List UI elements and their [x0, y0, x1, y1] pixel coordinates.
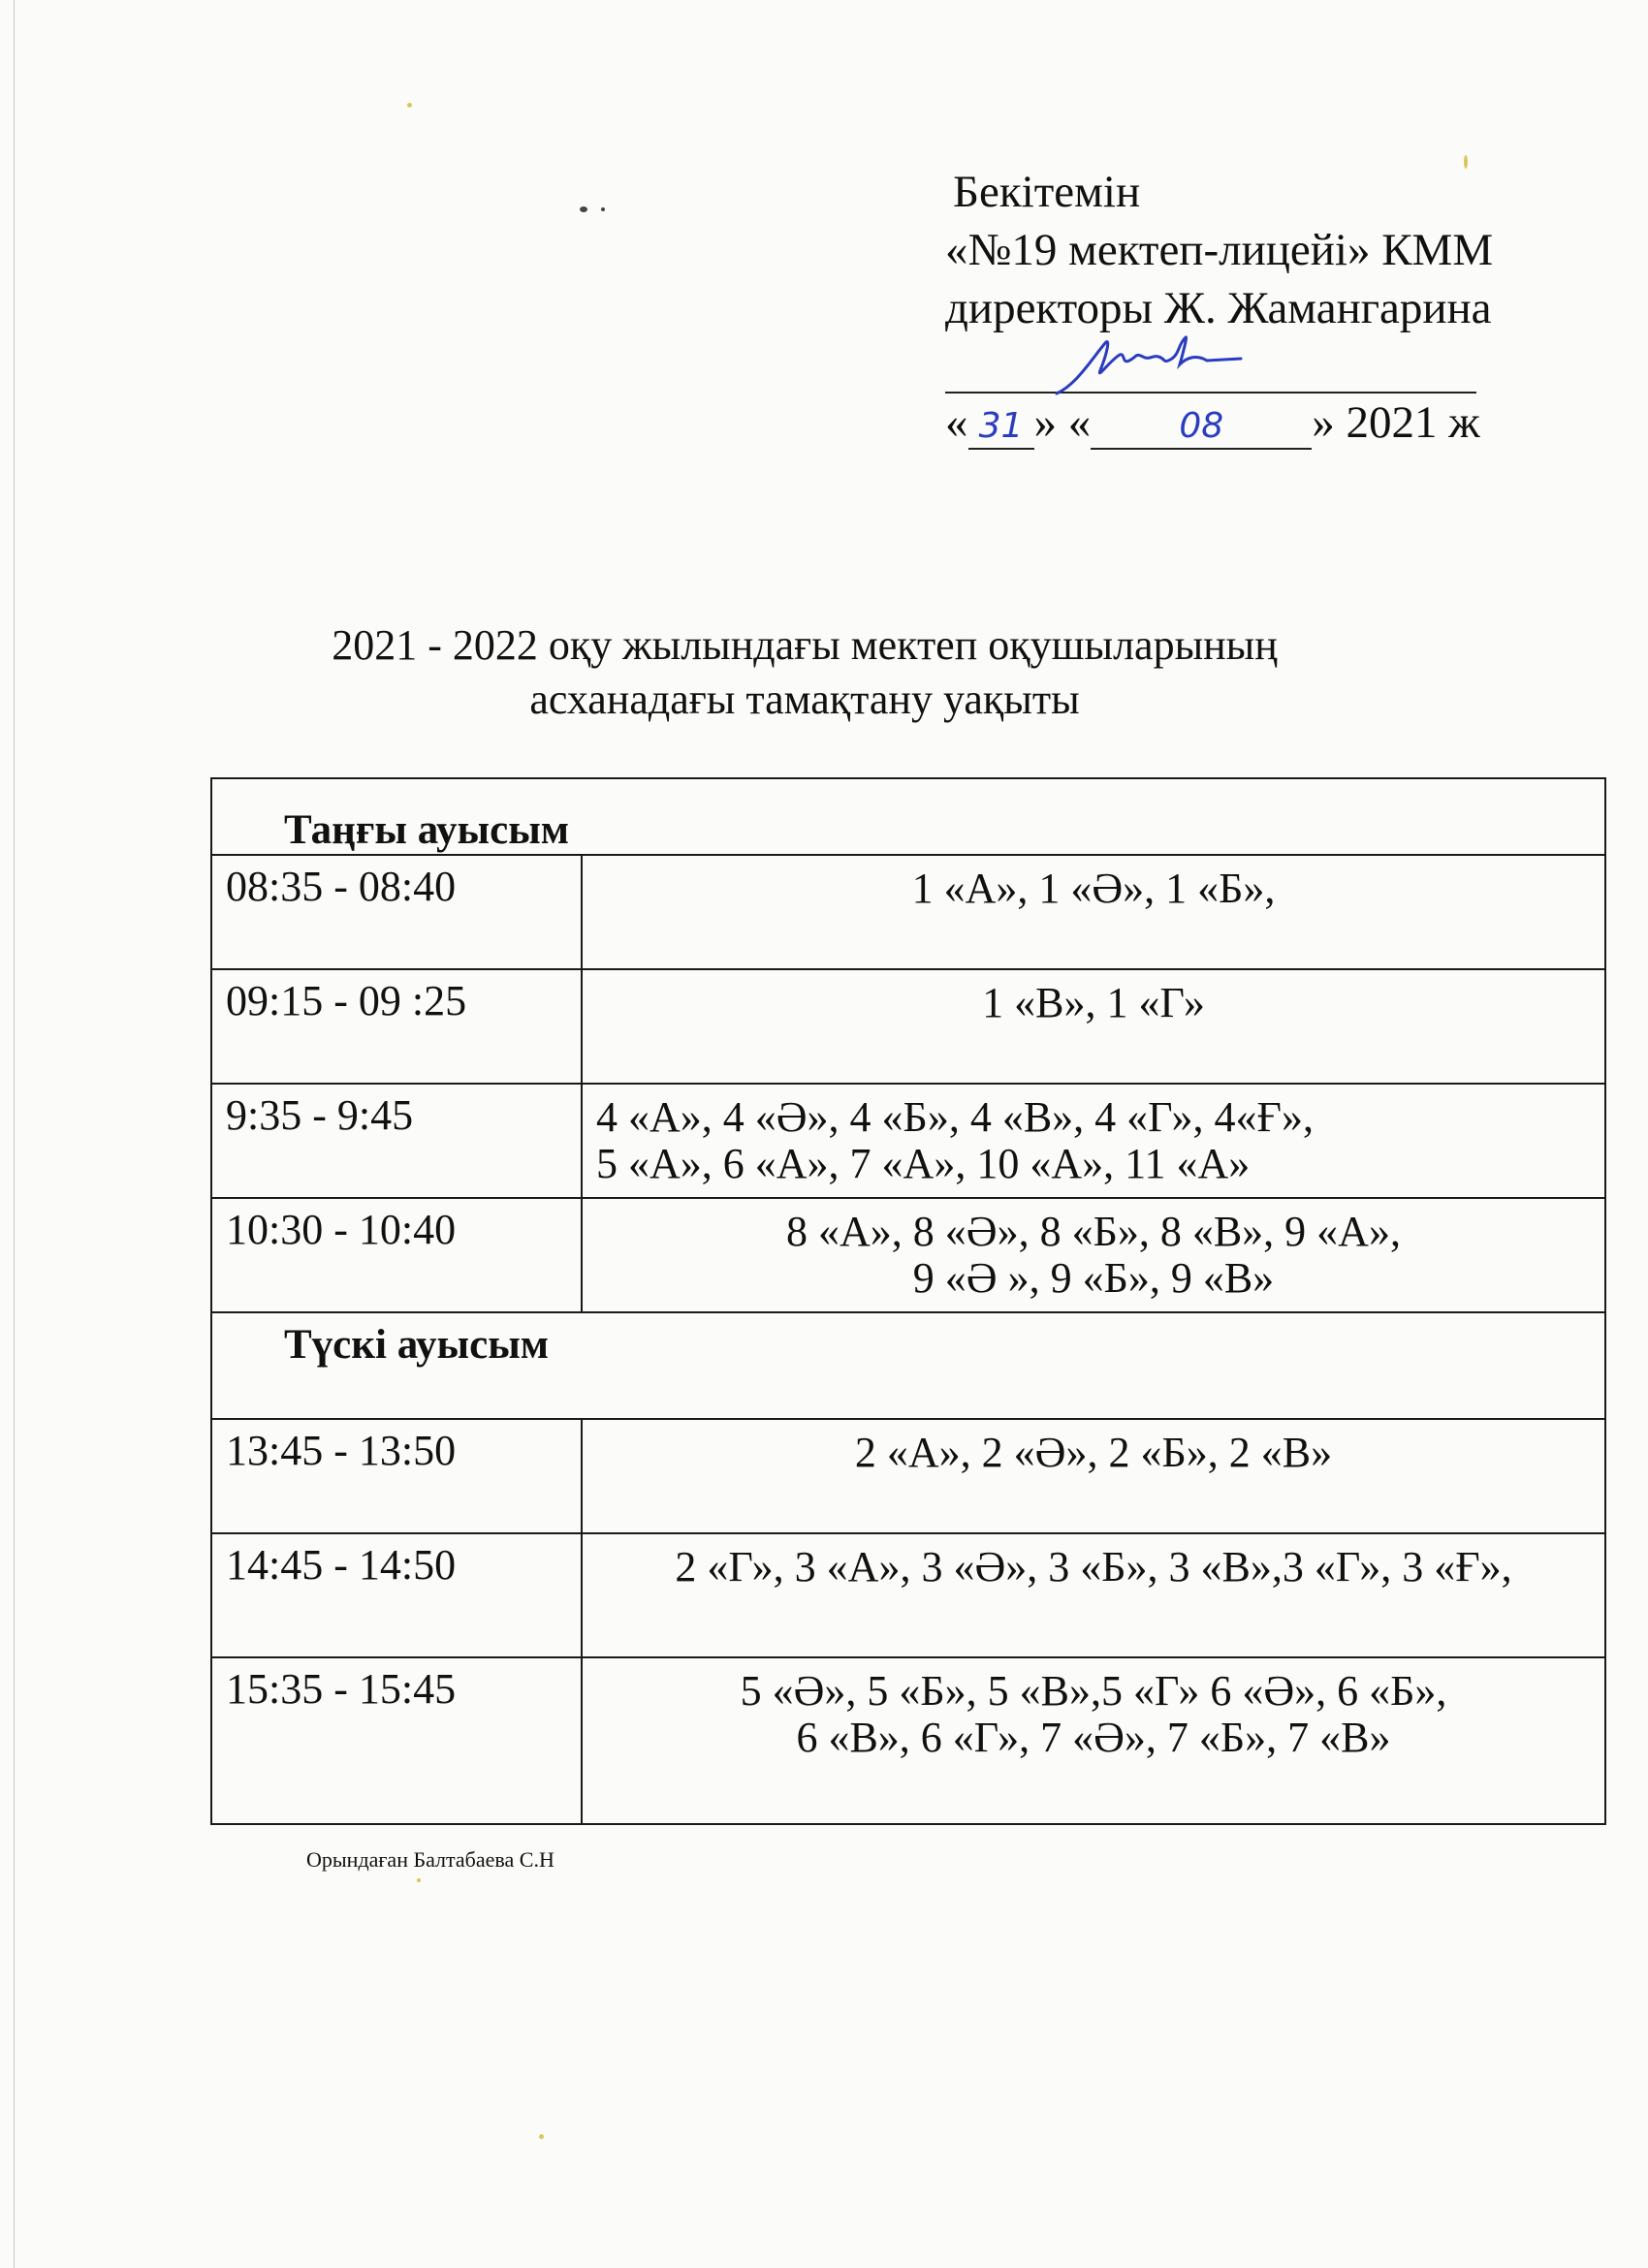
time-cell: 13:45 - 13:50: [211, 1419, 582, 1533]
classes-cell: [582, 969, 1605, 1084]
page-edge: [14, 0, 15, 2268]
classes-cell: [582, 855, 1605, 969]
signature-line: [945, 337, 1476, 394]
executor-note: Орындаған Балтабаева С.Н: [306, 1847, 555, 1872]
table-row: [211, 1198, 1605, 1312]
classes-line: 1 «А», 1 «Ә», 1 «Б»,: [911, 865, 1276, 912]
shift-row-afternoon: [211, 1312, 1605, 1419]
scan-speck: [580, 206, 587, 212]
scan-speck: [407, 103, 412, 108]
meal-schedule-table: [210, 777, 1606, 1825]
approval-school: «№19 мектеп-лицейі» КММ: [945, 225, 1494, 275]
classes-line: 2 «Г», 3 «А», 3 «Ә», 3 «Б», 3 «В»,3 «Г», 3 «Ғ»,: [675, 1543, 1512, 1591]
classes-line: 2 «А», 2 «Ә», 2 «Б», 2 «В»: [854, 1429, 1333, 1476]
date-day: 31: [968, 405, 1034, 450]
classes-cell: [582, 1198, 1605, 1312]
table-row: [211, 1657, 1605, 1824]
time-cell: 09:15 - 09 :25: [211, 969, 582, 1084]
table-row: [211, 855, 1605, 969]
classes-cell: [582, 1533, 1605, 1657]
classes-line: 6 «В», 6 «Г», 7 «Ә», 7 «Б», 7 «В»: [796, 1714, 1391, 1761]
table-row: [211, 969, 1605, 1084]
time-cell: 15:35 - 15:45: [211, 1657, 582, 1824]
classes-line: 4 «А», 4 «Ә», 4 «Б», 4 «В», 4 «Г», 4«Ғ»,: [596, 1093, 1314, 1141]
table-row: [211, 1084, 1605, 1198]
title-line-1: 2021 - 2022 оқу жылындағы мектеп оқушыларының: [332, 621, 1278, 669]
scan-speck: [539, 2134, 544, 2139]
table-row: [211, 1419, 1605, 1533]
classes-line: 5 «А», 6 «А», 7 «А», 10 «А», 11 «А»: [596, 1140, 1251, 1187]
title-line-2: асханадағы тамақтану уақыты: [529, 676, 1080, 723]
shift-label-afternoon: Түскі ауысым: [211, 1312, 1605, 1419]
shift-row-morning: [211, 778, 1605, 855]
classes-cell: [582, 1657, 1605, 1824]
time-cell: 14:45 - 14:50: [211, 1533, 582, 1657]
approval-date: [945, 394, 1493, 452]
scan-speck: [417, 1878, 421, 1882]
date-month: 08: [1091, 405, 1312, 450]
classes-line: 8 «А», 8 «Ә», 8 «Б», 8 «В», 9 «А»,: [786, 1208, 1401, 1255]
classes-cell: [582, 1084, 1605, 1198]
classes-line: 9 «Ә », 9 «Б», 9 «В»: [912, 1254, 1275, 1302]
classes-line: 5 «Ә», 5 «Б», 5 «В»,5 «Г» 6 «Ә», 6 «Б»,: [740, 1667, 1447, 1715]
classes-cell: [582, 1419, 1605, 1533]
table-row: [211, 1533, 1605, 1657]
time-cell: 10:30 - 10:40: [211, 1198, 582, 1312]
approval-director: директоры Ж. Жамангарина: [945, 283, 1492, 333]
document-title: [0, 618, 1648, 727]
date-quote-mid: » «: [1033, 397, 1092, 448]
scan-speck: [601, 207, 605, 211]
date-year: » 2021 ж: [1312, 397, 1480, 448]
signature-scribble: [1052, 331, 1246, 399]
time-cell: 08:35 - 08:40: [211, 855, 582, 969]
approval-block: [945, 163, 1493, 452]
date-quote-open: «: [945, 397, 968, 448]
classes-line: 1 «В», 1 «Г»: [982, 979, 1205, 1026]
shift-label-morning: Таңғы ауысым: [211, 778, 1605, 855]
time-cell: 9:35 - 9:45: [211, 1084, 582, 1198]
approval-heading: Бекітемін: [953, 167, 1141, 217]
